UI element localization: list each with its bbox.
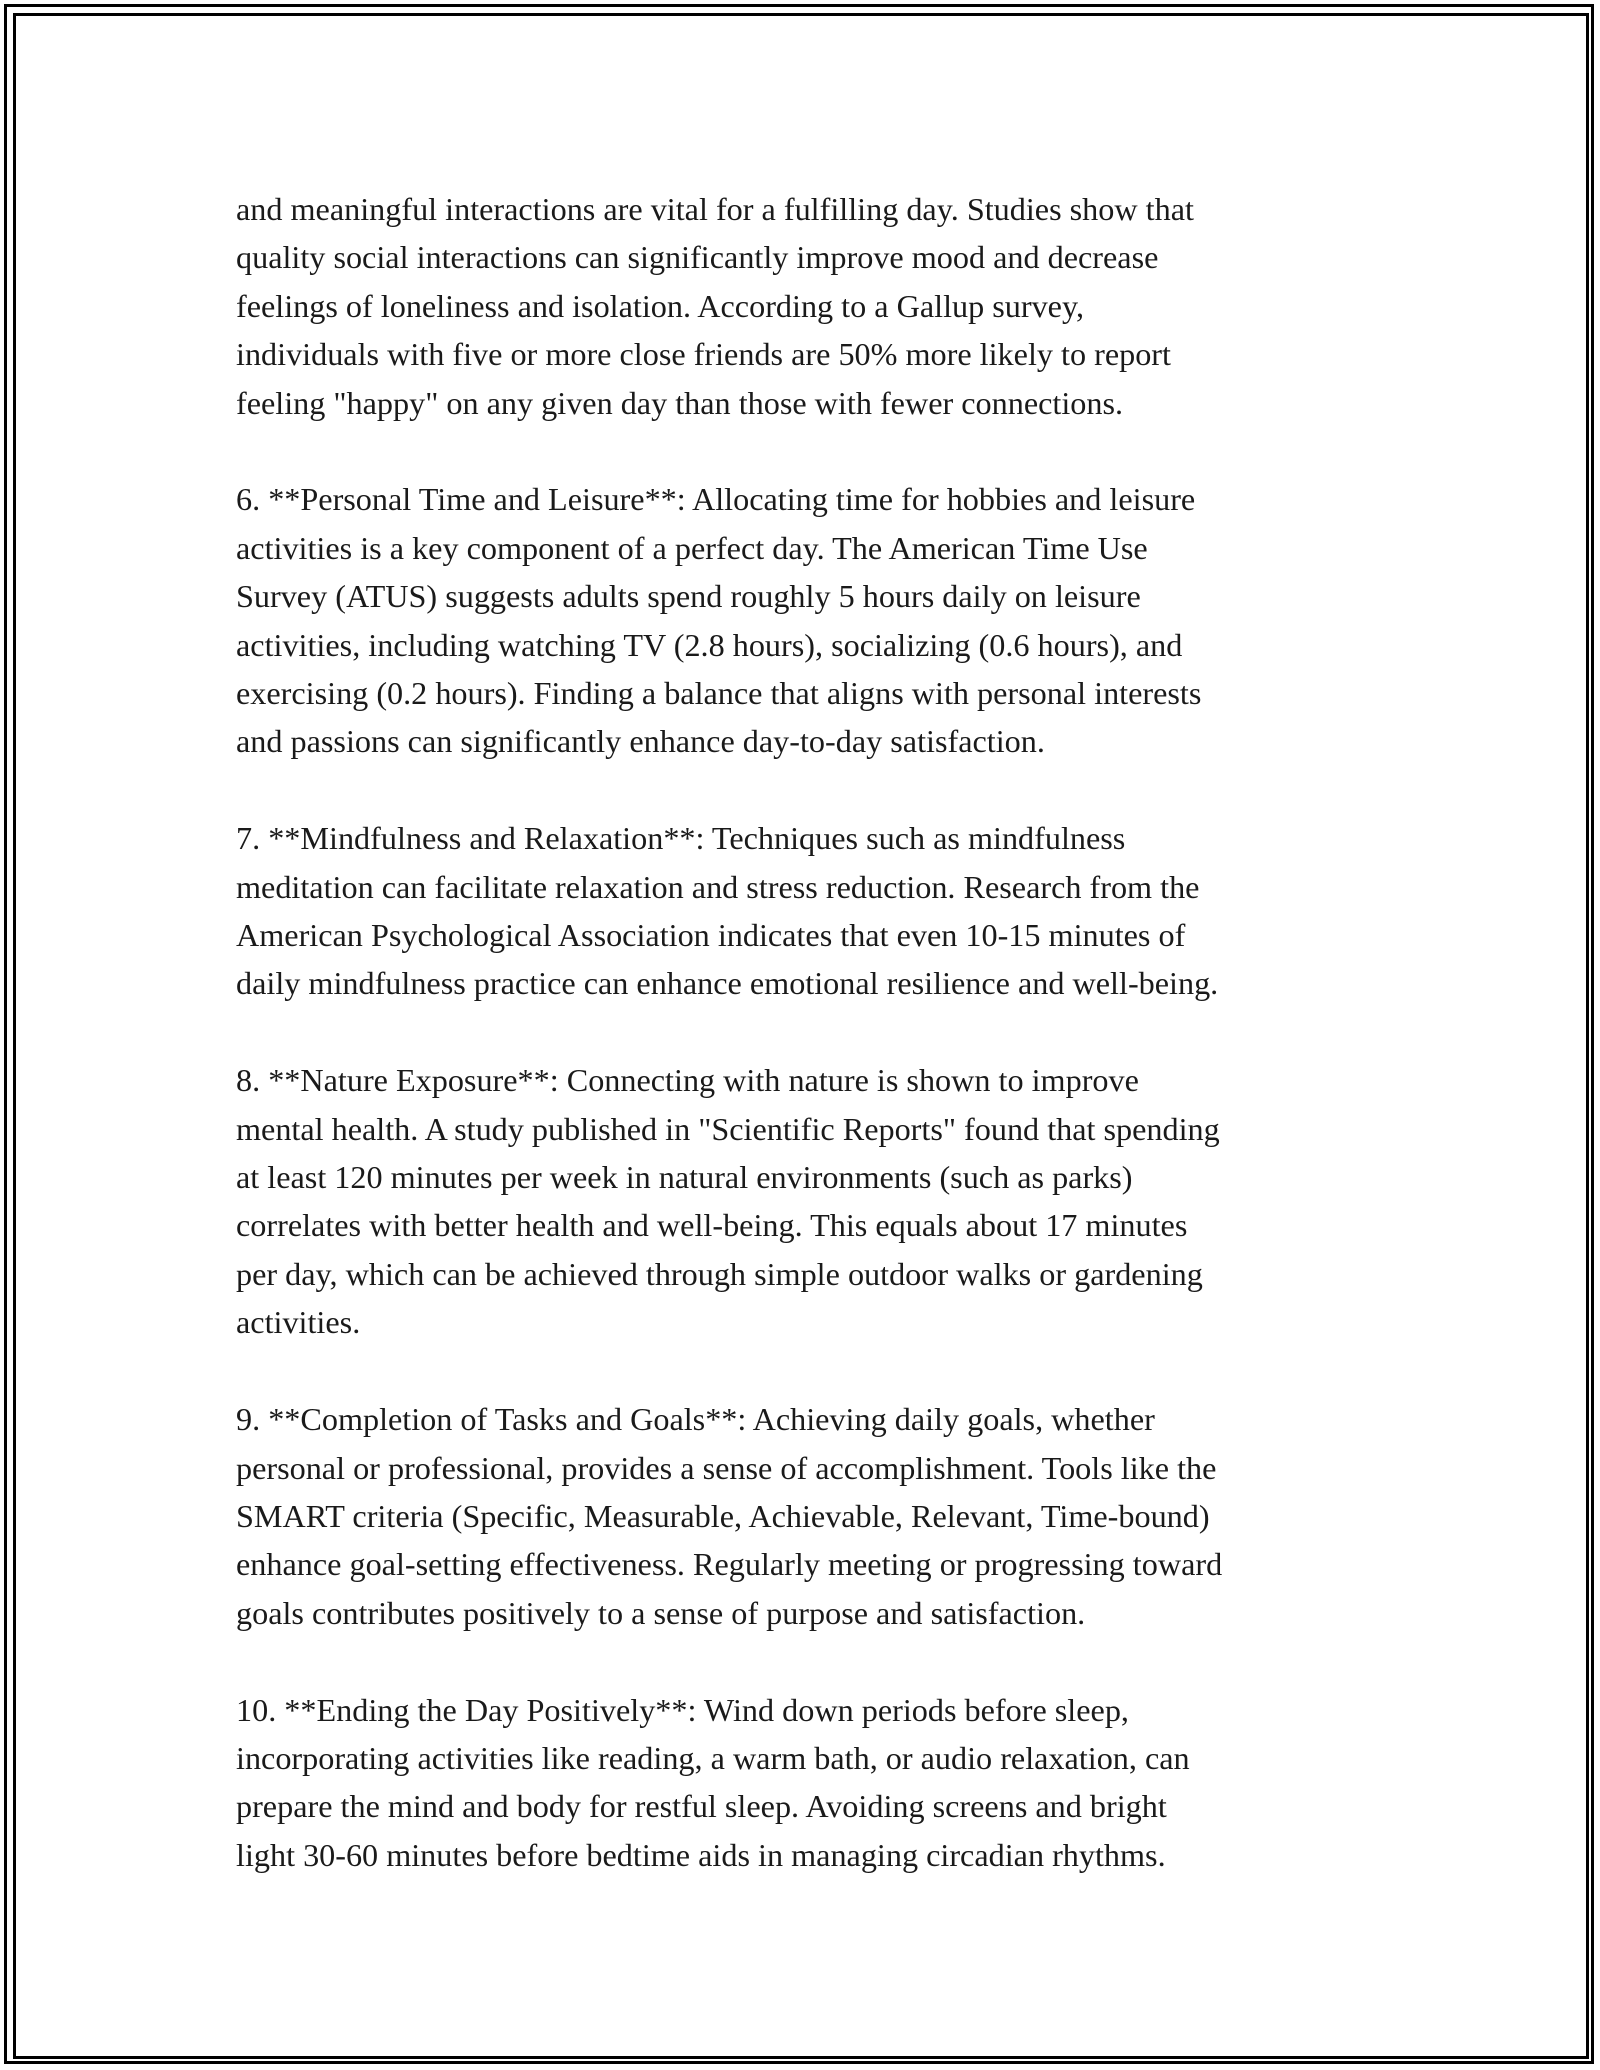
text-line: 9. **Completion of Tasks and Goals**: Achieving daily goals, whether: [236, 1401, 1155, 1438]
text-line: mental health. A study published in "Scientific Reports" found that spending: [236, 1110, 1220, 1147]
text-line: prepare the mind and body for restful sleep. Avoiding screens and bright: [236, 1788, 1167, 1825]
text-line: feeling "happy" on any given day than those with fewer connections.: [236, 384, 1124, 421]
text-line: 7. **Mindfulness and Relaxation**: Techniques such as mindfulness: [236, 820, 1126, 857]
text-line: meditation can facilitate relaxation and stress reduction. Research from the: [236, 868, 1200, 905]
text-line: quality social interactions can significantly improve mood and decrease: [236, 239, 1159, 276]
paragraph-mindfulness-relaxation: [236, 814, 1386, 1008]
text-line: individuals with five or more close friends are 50% more likely to report: [236, 336, 1171, 373]
text-line: per day, which can be achieved through simple outdoor walks or gardening: [236, 1255, 1203, 1292]
text-line: enhance goal-setting effectiveness. Regularly meeting or progressing toward: [236, 1546, 1223, 1583]
paragraph-nature-exposure: [236, 1056, 1386, 1346]
text-line: feelings of loneliness and isolation. According to a Gallup survey,: [236, 287, 1085, 324]
text-line: SMART criteria (Specific, Measurable, Achievable, Relevant, Time-bound): [236, 1497, 1210, 1534]
text-line: personal or professional, provides a sense of accomplishment. Tools like the: [236, 1449, 1217, 1486]
paragraph-social-interactions: [236, 185, 1386, 427]
paragraph-personal-time-leisure: [236, 475, 1386, 765]
text-line: light 30-60 minutes before bedtime aids in managing circadian rhythms.: [236, 1836, 1166, 1873]
text-line: incorporating activities like reading, a warm bath, or audio relaxation, can: [236, 1739, 1190, 1776]
text-line: and passions can significantly enhance day-to-day satisfaction.: [236, 723, 1045, 760]
text-line: at least 120 minutes per week in natural environments (such as parks): [236, 1159, 1133, 1196]
text-line: 6. **Personal Time and Leisure**: Allocating time for hobbies and leisure: [236, 481, 1196, 518]
text-line: American Psychological Association indicates that even 10-15 minutes of: [236, 917, 1186, 954]
text-line: activities is a key component of a perfect day. The American Time Use: [236, 529, 1148, 566]
text-line: 10. **Ending the Day Positively**: Wind down periods before sleep,: [236, 1691, 1129, 1728]
paragraph-tasks-goals: [236, 1395, 1386, 1637]
text-line: 8. **Nature Exposure**: Connecting with nature is shown to improve: [236, 1062, 1139, 1099]
text-line: and meaningful interactions are vital for a fulfilling day. Studies show that: [236, 191, 1194, 227]
text-line: activities.: [236, 1304, 361, 1341]
text-line: correlates with better health and well-being. This equals about 17 minutes: [236, 1207, 1188, 1244]
document-body: [236, 185, 1386, 1928]
text-line: goals contributes positively to a sense of purpose and satisfaction.: [236, 1594, 1086, 1631]
text-line: Survey (ATUS) suggests adults spend roughly 5 hours daily on leisure: [236, 578, 1141, 615]
text-line: exercising (0.2 hours). Finding a balance that aligns with personal interests: [236, 675, 1202, 712]
text-line: activities, including watching TV (2.8 hours), socializing (0.6 hours), and: [236, 626, 1183, 663]
text-line: daily mindfulness practice can enhance emotional resilience and well-being.: [236, 965, 1219, 1002]
paragraph-ending-day: [236, 1686, 1386, 1880]
